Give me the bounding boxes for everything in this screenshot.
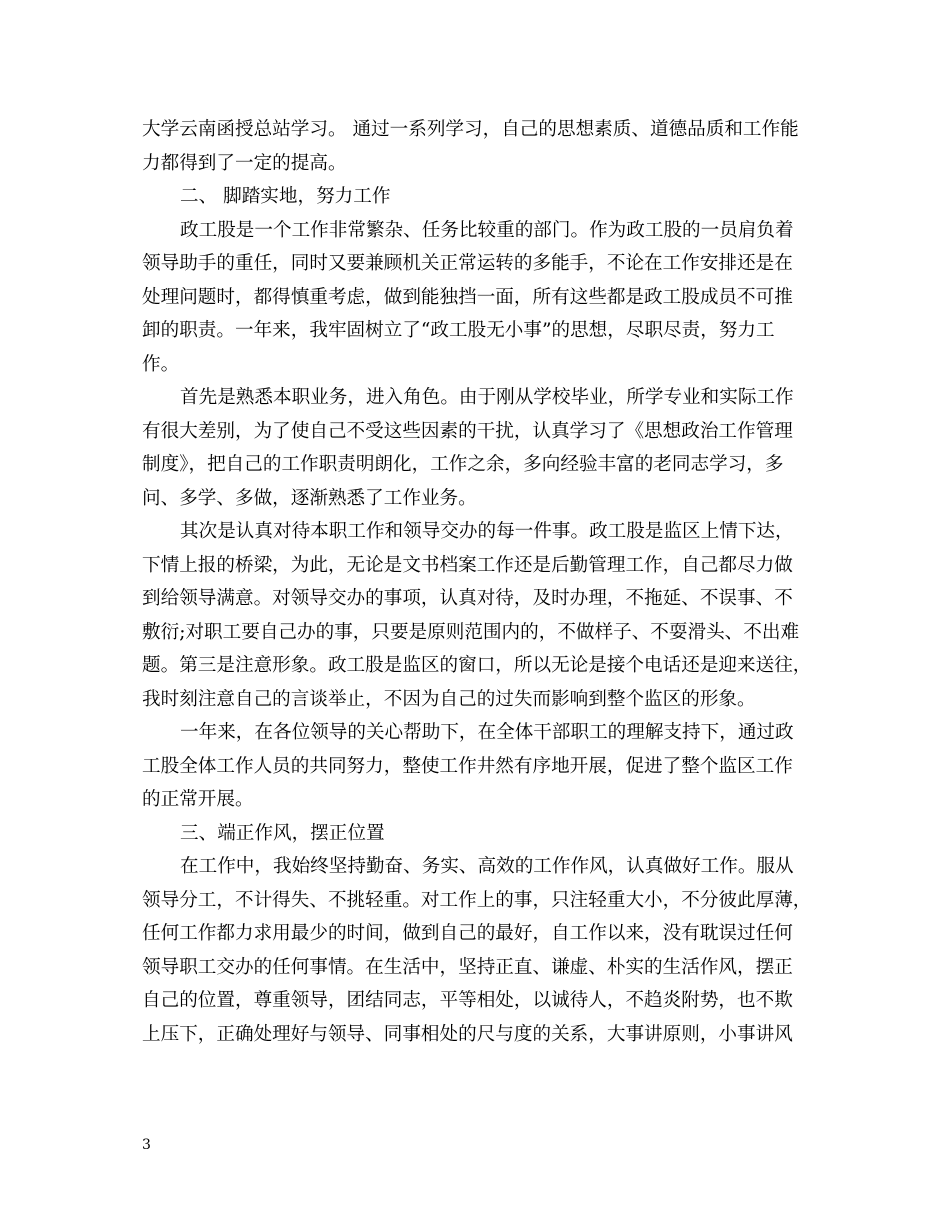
- body-line: 到给领导满意。对领导交办的事项，认真对待，及时办理，不拖延、不误事、不: [142, 588, 793, 609]
- body-line: 卸的职责。一年来，我牢固树立了“政工股无小事”的思想，尽职尽责，努力工: [142, 320, 775, 341]
- body-line: 首先是熟悉本职业务，进入角色。由于刚从学校毕业，所学专业和实际工作: [180, 387, 794, 408]
- body-line: 其次是认真对待本职工作和领导交办的每一件事。政工股是监区上情下达，: [180, 521, 794, 542]
- body-line: 处理问题时，都得慎重考虑，做到能独挡一面，所有这些都是政工股成员不可推: [142, 286, 793, 308]
- body-line: 政工股是一个工作非常繁杂、任务比较重的部门。作为政工股的一员肩负着: [180, 219, 794, 241]
- body-line: 力都得到了一定的提高。: [142, 152, 347, 174]
- body-line: 自己的位置，尊重领导，团结同志，平等相处，以诚待人，不趋炎附势，也不欺: [142, 990, 793, 1011]
- body-line: 工股全体工作人员的共同努力，整使工作井然有序地开展，促进了整个监区工作: [142, 755, 793, 777]
- body-line: 作。: [142, 353, 180, 375]
- body-line: 上压下，正确处理好与领导、同事相处的尺与度的关系，大事讲原则，小事讲风: [142, 1023, 793, 1045]
- body-line: 一年来，在各位领导的关心帮助下，在全体干部职工的理解支持下，通过政: [180, 722, 794, 743]
- body-line: 在工作中，我始终坚持勤奋、务实、高效的工作作风，认真做好工作。服从: [180, 856, 794, 877]
- body-line: 敷衍;对职工要自己办的事，只要是原则范围内的，不做样子、不耍滑头、不出难: [142, 621, 800, 643]
- body-line: 有很大差别，为了使自己不受这些因素的干扰，认真学习了《思想政治工作管理: [142, 420, 793, 442]
- body-line: 领导助手的重任，同时又要兼顾机关正常运转的多能手，不论在工作安排还是在: [142, 253, 793, 274]
- body-line: 下情上报的桥梁，为此，无论是文书档案工作还是后勤管理工作，自己都尽力做: [142, 554, 793, 576]
- body-line: 题。第三是注意形象。政工股是监区的窗口，所以无论是接个电话还是迎来送往，: [142, 655, 812, 676]
- body-line: 任何工作都力求用最少的时间，做到自己的最好，自工作以来，没有耽误过任何: [142, 923, 793, 944]
- section-heading: 二、 脚踏实地，努力工作: [180, 186, 391, 207]
- body-line: 我时刻注意自己的言谈举止，不因为自己的过失而影响到整个监区的形象。: [142, 688, 756, 710]
- body-line: 大学云南函授总站学习。 通过一系列学习，自己的思想素质、道德品质和工作能: [142, 119, 799, 140]
- body-line: 领导分工，不计得失、不挑轻重。对工作上的事，只注轻重大小，不分彼此厚薄，: [142, 889, 812, 911]
- body-line: 领导职工交办的任何事情。在生活中，坚持正直、谦虚、朴实的生活作风，摆正: [142, 956, 793, 978]
- body-line: 问、多学、多做，逐渐熟悉了工作业务。: [142, 487, 477, 509]
- body-line: 的正常开展。: [142, 789, 254, 810]
- body-line: 制度》，把自己的工作职责明朗化，工作之余，多向经验丰富的老同志学习，多: [142, 454, 784, 475]
- section-heading: 三、端正作风，摆正位置: [180, 822, 385, 844]
- document-body: [142, 113, 832, 1051]
- page-number: 3: [142, 1137, 151, 1153]
